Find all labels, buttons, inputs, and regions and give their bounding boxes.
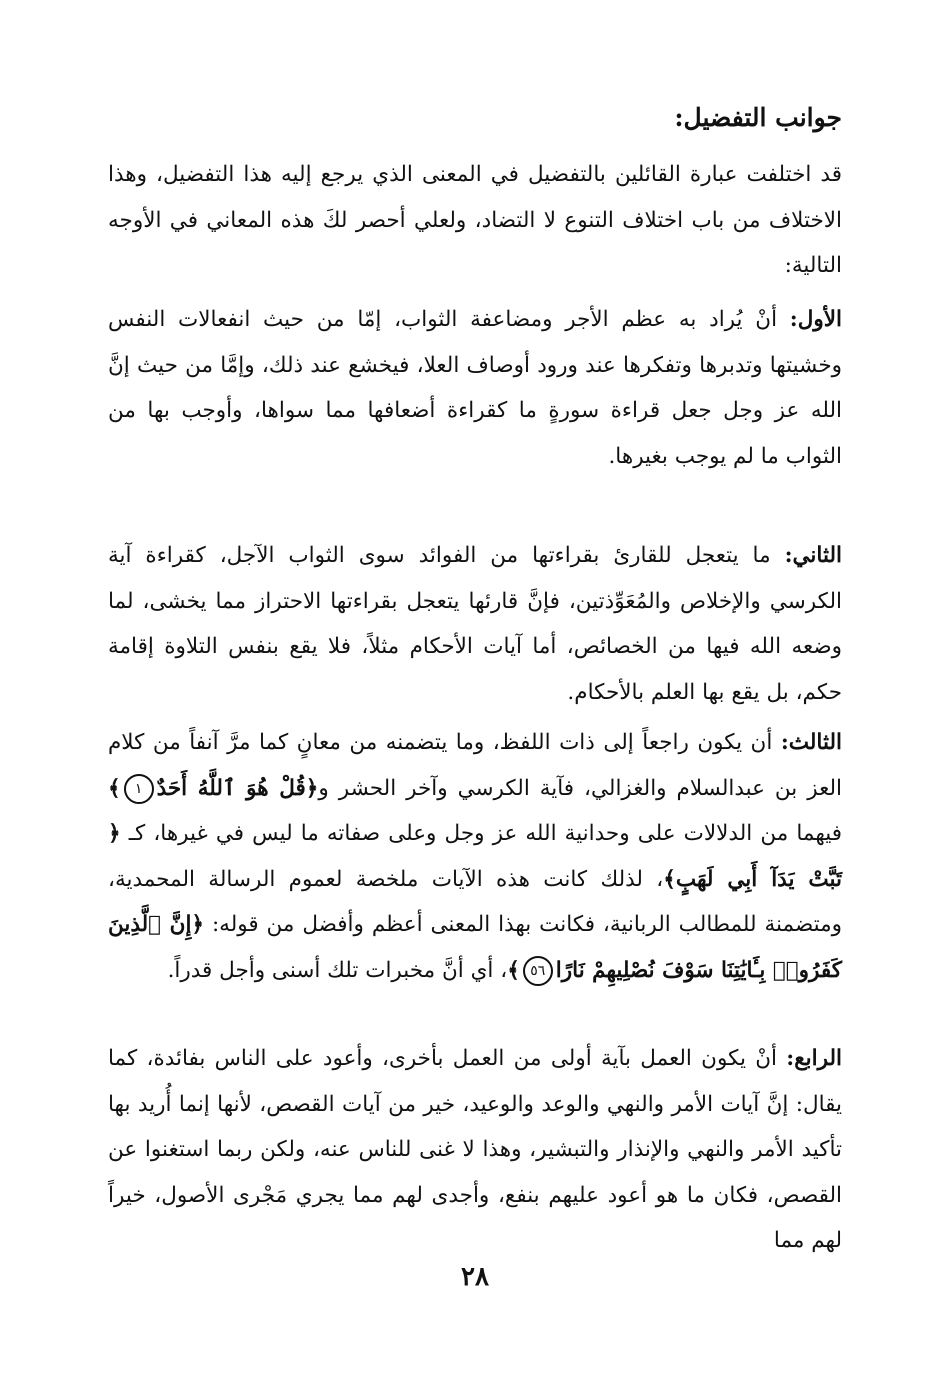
fourth-aspect-paragraph bbox=[108, 1036, 842, 1264]
verse-open-bracket: ﴿ bbox=[305, 775, 319, 801]
verse-close-bracket: ﴾ bbox=[507, 957, 520, 983]
fourth-aspect-text: أنْ يكون العمل بآية أولى من العمل بأخرى، وأعود على الناس بفائدة، كما يقال: إنَّ آيات الأمر والنهي والوعد والوعيد، خير من آيات القصص، لأنها إنما أُريد بها تأكيد الأمر والنهي والإنذار والتبشير، وهذا لا غنى للناس عنه، ولكن ربما استغنوا عن القصص، فكان ما هو أعود عليهم بنفع، وأجدى لهم مما يجري مَجْرى الأصول، خيراً لهم مما bbox=[108, 1046, 843, 1253]
second-aspect-paragraph bbox=[108, 533, 842, 715]
second-aspect-text: ما يتعجل للقارئ بقراءتها من الفوائد سوى الثواب الآجل، كقراءة آية الكرسي والإخلاص والمُعَوِّذتين، فإنَّ قارئها يتعجل بقراءتها الاحتراز مما يخشى، لما وضعه الله فيها من الخصائص، أما آيات الأحكام مثلاً، فلا يقع بنفس التلاوة إقامة حكم، بل يقع بها العلم بالأحكام. bbox=[108, 543, 842, 705]
page-number: ٢٨ bbox=[461, 1262, 489, 1292]
section-heading: جوانب التفضيل: bbox=[674, 103, 842, 132]
verse-open-bracket: ﴿ bbox=[191, 912, 205, 937]
first-aspect-label: الأول: bbox=[789, 307, 842, 332]
verse-open-bracket: ﴿ bbox=[108, 821, 121, 846]
third-aspect-paragraph bbox=[108, 720, 842, 993]
verse-close-bracket: ﴾ bbox=[108, 775, 121, 801]
third-aspect-text-4: ، أي أنَّ مخبرات تلك أسنى وأجل قدراً. bbox=[167, 957, 508, 983]
quran-verse-nisa: إِنَّ ٱلَّذِينَ كَفَرُوا۟ بِـَٔايَٰتِنَا سَوْفَ نُصْلِيهِمْ نَارًا bbox=[108, 912, 842, 983]
third-aspect-text-2: فيهما من الدلالات على وحدانية الله عز وجل وعلى صفاته ما ليس في غيرها، كـ bbox=[120, 821, 842, 846]
second-aspect-label: الثاني: bbox=[784, 543, 842, 568]
verse-close-bracket: ﴾ bbox=[663, 866, 676, 892]
quran-verse-masad: تَبَّتْ يَدَآ أَبِي لَهَبٍ bbox=[675, 866, 842, 892]
third-aspect-text-1: أن يكون راجعاً إلى ذات اللفظ، وما يتضمنه من معانٍ كما مرَّ آنفاً من كلام العز بن عبدالسلام والغزالي، فآية الكرسي وآخر الحشر و bbox=[108, 730, 842, 801]
first-aspect-paragraph bbox=[108, 297, 842, 479]
quran-verse-ikhlas: قُلْ هُوَ ٱللَّهُ أَحَدٌ bbox=[156, 775, 306, 801]
third-aspect-label: الثالث: bbox=[780, 730, 842, 755]
ayah-number-marker: ١ bbox=[124, 774, 154, 804]
third-aspect-text-3: ، لذلك كانت هذه الآيات ملخصة لعموم الرسالة المحمدية، ومتضمنة للمطالب الربانية، فكانت بهذا المعنى أعظم وأفضل من قوله: bbox=[108, 866, 842, 937]
ayah-number-marker: ٥٦ bbox=[523, 956, 553, 986]
fourth-aspect-label: الرابع: bbox=[786, 1046, 843, 1071]
first-aspect-text: أنْ يُراد به عظم الأجر ومضاعفة الثواب، إمّا من حيث انفعالات النفس وخشيتها وتدبرها وتفكرها عند ورود أوصاف العلا، فيخشع عند ذلك، وإمَّا من حيث إنَّ الله عز وجل جعل قراءة سورةٍ ما كقراءة أضعافها مما سواها، وأوجب بها من الثواب ما لم يوجب بغيرها. bbox=[108, 307, 842, 469]
intro-paragraph: قد اختلفت عبارة القائلين بالتفضيل في المعنى الذي يرجع إليه هذا التفضيل، وهذا الاختلاف من باب اختلاف التنوع لا التضاد، ولعلي أحصر لكَ هذه المعاني في الأوجه التالية: bbox=[108, 162, 842, 278]
